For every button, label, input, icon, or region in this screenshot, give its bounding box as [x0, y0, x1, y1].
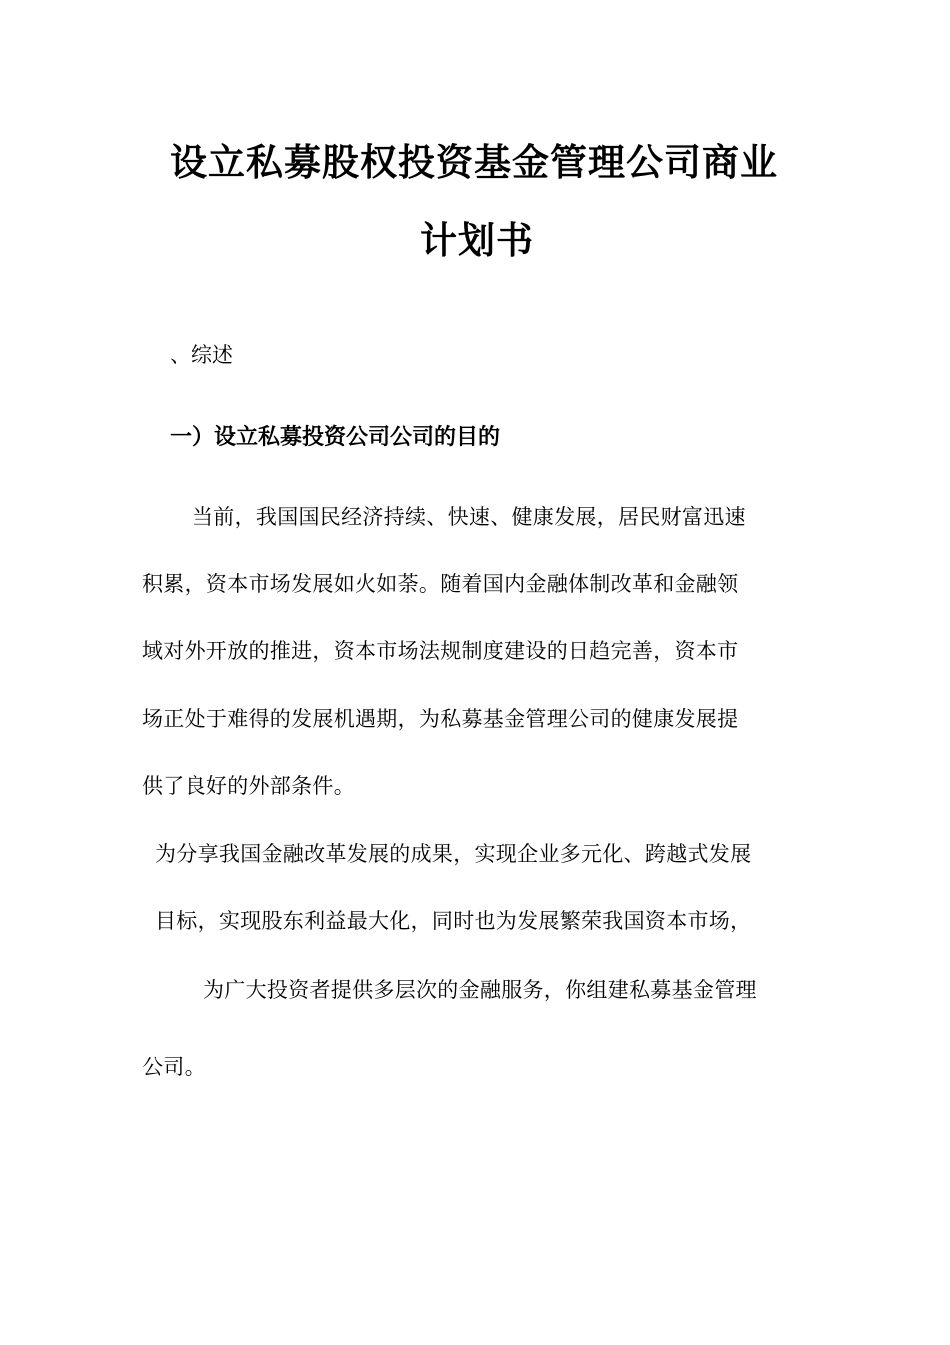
section-heading: 、综述: [170, 343, 233, 367]
paragraph-2-line: 目标，实现股东利益最大化，同时也为发展繁荣我国资本市场，: [155, 909, 752, 933]
paragraph-1-line: 供了良好的外部条件。: [142, 774, 355, 798]
document-title-line-2: 计划书: [420, 219, 534, 262]
paragraph-1-line: 场正处于难得的发展机遇期，为私募基金管理公司的健康发展提: [142, 707, 739, 731]
paragraph-2-line: 为广大投资者提供多层次的金融服务，你组建私募基金管理: [203, 978, 757, 1002]
subheading: 一）设立私募投资公司公司的目的: [170, 425, 501, 450]
document-title-line-1: 设立私募股权投资基金管理公司商业: [170, 141, 778, 184]
paragraph-1-line: 域对外开放的推进，资本市场法规制度建设的日趋完善，资本市: [142, 639, 739, 663]
paragraph-1-line: 当前，我国国民经济持续、快速、健康发展，居民财富迅速: [192, 505, 746, 529]
paragraph-1-line: 积累，资本市场发展如火如荼。随着国内金融体制改革和金融领: [142, 572, 739, 596]
paragraph-2-line: 为分享我国金融改革发展的成果，实现企业多元化、跨越式发展: [155, 842, 752, 866]
paragraph-2-line: 公司。: [142, 1055, 206, 1079]
